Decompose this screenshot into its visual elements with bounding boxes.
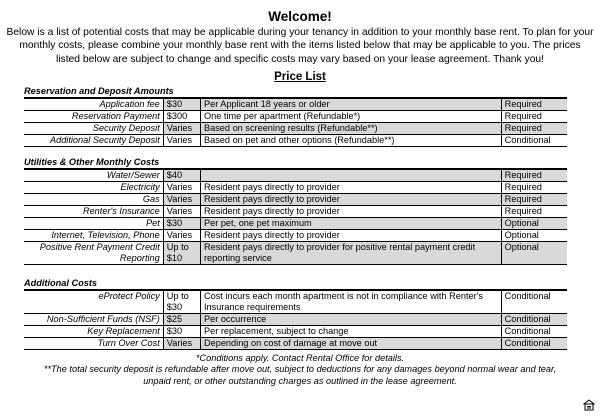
table-row bbox=[24, 338, 567, 350]
table-row bbox=[24, 230, 567, 242]
item-description: Per occurrence bbox=[200, 314, 501, 326]
item-description: Resident pays directly to provider bbox=[200, 206, 501, 218]
item-cost: Varies bbox=[163, 230, 200, 242]
item-status: Optional bbox=[501, 218, 567, 230]
table-row bbox=[24, 206, 567, 218]
item-cost: $300 bbox=[163, 111, 200, 123]
item-status: Required bbox=[501, 99, 567, 111]
item-name: Electricity bbox=[24, 182, 163, 194]
item-description: Per Applicant 18 years or older bbox=[200, 99, 501, 111]
item-cost: $30 bbox=[163, 326, 200, 338]
table-row bbox=[24, 291, 567, 314]
item-name: Positive Rent Payment Credit Reporting bbox=[24, 242, 163, 265]
item-status: Required bbox=[501, 182, 567, 194]
item-description: Resident pays directly to provider bbox=[200, 182, 501, 194]
item-status: Optional bbox=[501, 230, 567, 242]
table-row bbox=[24, 314, 567, 326]
item-status: Required bbox=[501, 123, 567, 135]
section-title: Reservation and Deposit Amounts bbox=[24, 86, 567, 98]
item-cost: Up to $30 bbox=[163, 291, 200, 314]
item-name: Internet, Television, Phone bbox=[24, 230, 163, 242]
section-title: Additional Costs bbox=[24, 278, 567, 290]
item-name: Gas bbox=[24, 194, 163, 206]
section-utilities bbox=[24, 157, 567, 265]
section-additional-costs bbox=[24, 278, 567, 350]
item-description bbox=[200, 170, 501, 182]
cost-table bbox=[24, 98, 567, 147]
table-row bbox=[24, 326, 567, 338]
item-status: Required bbox=[501, 194, 567, 206]
item-description: Resident pays directly to provider bbox=[200, 230, 501, 242]
equal-housing-opportunity-icon bbox=[583, 398, 595, 410]
table-row bbox=[24, 170, 567, 182]
table-row bbox=[24, 99, 567, 111]
item-cost: $25 bbox=[163, 314, 200, 326]
item-name: Key Replacement bbox=[24, 326, 163, 338]
item-description: Resident pays directly to provider for positive rental payment credit reporting service bbox=[200, 242, 501, 265]
item-cost: Up to $10 bbox=[163, 242, 200, 265]
item-description: Based on pet and other options (Refundable**) bbox=[200, 135, 501, 147]
item-description: One time per apartment (Refundable*) bbox=[200, 111, 501, 123]
section-reservation-deposit bbox=[24, 86, 567, 147]
footnote-security-deposit: **The total security deposit is refundable after move out, subject to deductions for any damages beyond normal wear and tear, unpaid rent, or other outstanding charges as outlined in the lease agreement. bbox=[43, 364, 557, 386]
item-name: Water/Sewer bbox=[24, 170, 163, 182]
table-row bbox=[24, 123, 567, 135]
item-cost: Varies bbox=[163, 338, 200, 350]
table-row bbox=[24, 242, 567, 265]
item-description: Per replacement, subject to change bbox=[200, 326, 501, 338]
item-status: Conditional bbox=[501, 338, 567, 350]
table-row bbox=[24, 218, 567, 230]
item-cost: Varies bbox=[163, 123, 200, 135]
page-title: Welcome! bbox=[268, 9, 332, 24]
footnote-conditions: *Conditions apply. Contact Rental Office for details. bbox=[195, 353, 405, 363]
item-description: Resident pays directly to provider bbox=[200, 194, 501, 206]
item-name: Pet bbox=[24, 218, 163, 230]
item-status: Conditional bbox=[501, 291, 567, 314]
item-name: Turn Over Cost bbox=[24, 338, 163, 350]
intro-paragraph: Below is a list of potential costs that may be applicable during your tenancy in addition to your monthly base rent. To plan for your monthly costs, please combine your monthly base rent with the items listed below that may be applicable to you. The prices listed below are subject to change and specific costs may vary based on your lease agreement. Thank you! bbox=[6, 27, 594, 65]
item-status: Required bbox=[501, 206, 567, 218]
item-cost: Varies bbox=[163, 194, 200, 206]
item-status: Optional bbox=[501, 242, 567, 265]
table-row bbox=[24, 135, 567, 147]
item-description: Cost incurs each month apartment is not in compliance with Renter's Insurance requirements bbox=[200, 291, 501, 314]
item-name: Reservation Payment bbox=[24, 111, 163, 123]
item-cost: $40 bbox=[163, 170, 200, 182]
item-status: Conditional bbox=[501, 326, 567, 338]
item-status: Required bbox=[501, 170, 567, 182]
item-cost: $30 bbox=[163, 99, 200, 111]
item-description: Based on screening results (Refundable**) bbox=[200, 123, 501, 135]
item-name: Application fee bbox=[24, 99, 163, 111]
cost-table bbox=[24, 290, 567, 350]
item-cost: Varies bbox=[163, 135, 200, 147]
item-name: Renter's Insurance bbox=[24, 206, 163, 218]
item-name: Security Deposit bbox=[24, 123, 163, 135]
section-title: Utilities & Other Monthly Costs bbox=[24, 157, 567, 169]
table-row bbox=[24, 182, 567, 194]
item-status: Required bbox=[501, 111, 567, 123]
item-name: Additional Security Deposit bbox=[24, 135, 163, 147]
item-cost: $30 bbox=[163, 218, 200, 230]
item-name: Non-Sufficient Funds (NSF) bbox=[24, 314, 163, 326]
item-cost: Varies bbox=[163, 182, 200, 194]
table-row bbox=[24, 111, 567, 123]
item-status: Conditional bbox=[501, 314, 567, 326]
item-cost: Varies bbox=[163, 206, 200, 218]
item-status: Conditional bbox=[501, 135, 567, 147]
cost-table bbox=[24, 169, 567, 265]
item-name: eProtect Policy bbox=[24, 291, 163, 314]
price-list-heading: Price List bbox=[274, 71, 326, 83]
item-description: Depending on cost of damage at move out bbox=[200, 338, 501, 350]
item-description: Per pet, one pet maximum bbox=[200, 218, 501, 230]
table-row bbox=[24, 194, 567, 206]
